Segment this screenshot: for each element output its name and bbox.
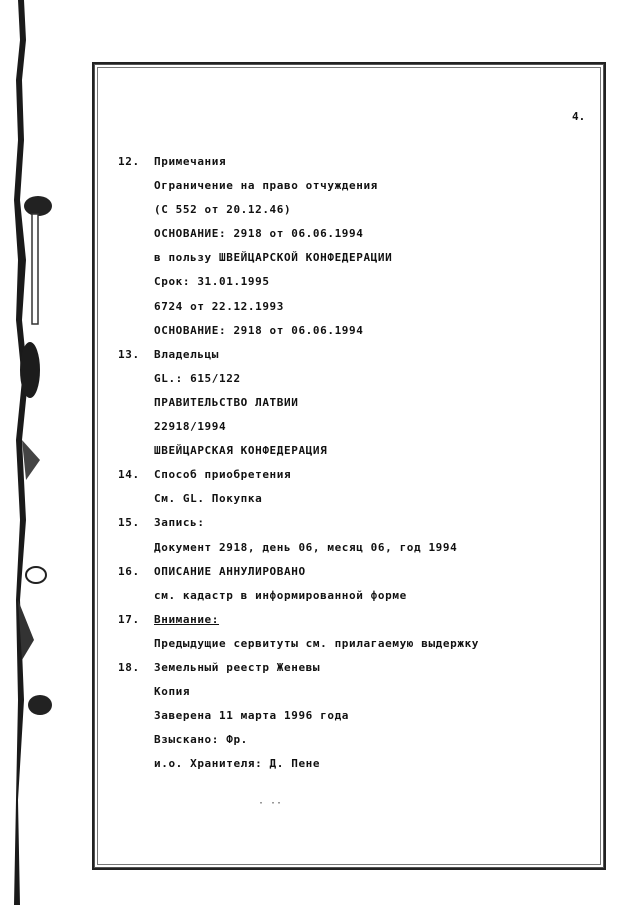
entry-line: 6724 от 22.12.1993 — [154, 299, 285, 313]
entry-line: Заверена 11 марта 1996 года — [154, 709, 350, 723]
entry-heading: Владельцы — [154, 347, 220, 361]
entry-number: 14. — [118, 468, 140, 482]
entry-line: ОСНОВАНИЕ: 2918 от 06.06.1994 — [154, 227, 364, 241]
entry-12 — [118, 156, 588, 349]
entry-number: 15. — [118, 516, 140, 530]
entry-line: Документ 2918, день 06, месяц 06, год 1994 — [154, 540, 458, 554]
entry-14 — [118, 469, 588, 517]
entry-line: ШВЕЙЦАРСКАЯ КОНФЕДЕРАЦИЯ — [154, 444, 328, 458]
ink-smudge: · ·· — [258, 798, 283, 809]
entry-line: GL.: 615/122 — [154, 371, 241, 385]
entry-line: Взыскано: Фр. — [154, 733, 248, 747]
entry-18 — [118, 662, 588, 782]
entry-heading: Способ приобретения — [154, 468, 292, 482]
entries-list — [118, 156, 588, 782]
entry-line: и.о. Хранителя: Д. Пене — [154, 757, 321, 771]
entry-line: см. кадастр в информированной форме — [154, 588, 407, 602]
entry-line: Копия — [154, 685, 191, 699]
entry-line: ПРАВИТЕЛЬСТВО ЛАТВИИ — [154, 395, 299, 409]
entry-line: Срок: 31.01.1995 — [154, 275, 270, 289]
entry-17 — [118, 614, 588, 662]
entry-heading: Запись: — [154, 516, 205, 530]
entry-heading: Земельный реестр Женевы — [154, 660, 321, 674]
entry-line: Предыдущие сервитуты см. прилагаемую выдержку — [154, 636, 480, 650]
entry-13 — [118, 349, 588, 469]
entry-line: (С 552 от 20.12.46) — [154, 203, 292, 217]
binding-strip — [0, 0, 70, 905]
entry-number: 18. — [118, 660, 140, 674]
entry-number: 16. — [118, 564, 140, 578]
entry-heading: Примечания — [154, 155, 227, 168]
entry-number: 17. — [118, 612, 140, 626]
entry-15 — [118, 517, 588, 565]
entry-number: 12. — [118, 155, 140, 168]
entry-line: ОСНОВАНИЕ: 2918 от 06.06.1994 — [154, 323, 364, 337]
entry-16 — [118, 566, 588, 614]
entry-line: Ограничение на право отчуждения — [154, 179, 378, 193]
entry-line: См. GL. Покупка — [154, 492, 263, 506]
page-number: 4. — [572, 110, 586, 123]
entry-number: 13. — [118, 347, 140, 361]
entry-line: 22918/1994 — [154, 420, 227, 434]
entry-heading: ОПИСАНИЕ АННУЛИРОВАНО — [154, 564, 306, 578]
entry-heading: Внимание: — [154, 612, 220, 626]
entry-line: в пользу ШВЕЙЦАРСКОЙ КОНФЕДЕРАЦИИ — [154, 251, 393, 265]
